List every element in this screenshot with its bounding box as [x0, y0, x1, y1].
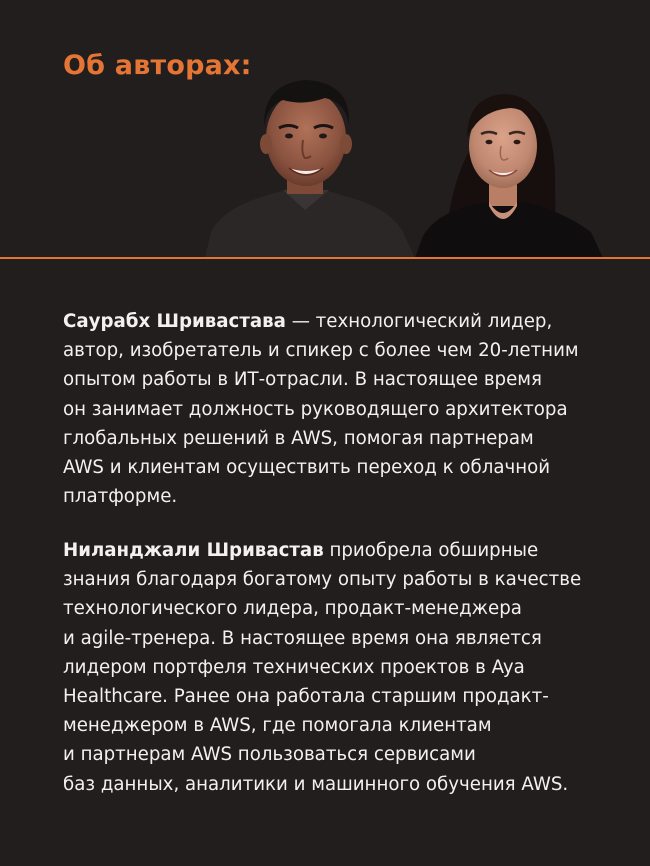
section-divider [0, 257, 650, 259]
bio-line: опытом работы в ИТ-отрасли. В настоящее время [63, 369, 542, 391]
bio-line: лидером портфеля технических проектов в Aya [63, 656, 525, 678]
authors-photo [205, 72, 630, 258]
bio-line: знания благодаря богатому опыту работы в качестве [63, 569, 582, 591]
page-heading: Об авторах: [63, 50, 252, 81]
bio-line: баз данных, аналитики и машинного обучения AWS. [63, 773, 569, 795]
author-name: Саурабх Шривастава [63, 311, 286, 332]
bio-line: и agile-тренера. В настоящее время она является [63, 627, 542, 649]
bio-line: менеджером в AWS, где помогала клиентам [63, 715, 492, 737]
bio-line: технологического лидера, продакт-менеджера [63, 598, 522, 620]
bio-line: Healthcare. Ранее она работала старшим продакт- [63, 686, 549, 708]
woman-portrait-icon [415, 94, 603, 258]
bio-line [63, 307, 603, 336]
author-bio-saurabh [63, 307, 603, 511]
bio-line: AWS и клиентам осуществить переход к облачной [63, 457, 551, 479]
author-bio-nilanjali [63, 536, 603, 799]
bio-text: приобрела обширные [323, 540, 539, 561]
bio-line: автор, изобретатель и спикер с более чем 20-летним [63, 340, 579, 362]
man-portrait-icon [205, 80, 415, 258]
bio-line [63, 536, 603, 565]
bio-line: он занимает должность руководящего архитектора [63, 398, 568, 420]
bio-line: платформе. [63, 486, 178, 508]
bio-text: — технологический лидер, [285, 311, 553, 332]
author-name: Ниланджали Шривастав [63, 540, 324, 561]
bio-line: глобальных решений в AWS, помогая партнерам [63, 427, 534, 449]
bio-line: и партнерам AWS пользоваться сервисами [63, 744, 476, 766]
